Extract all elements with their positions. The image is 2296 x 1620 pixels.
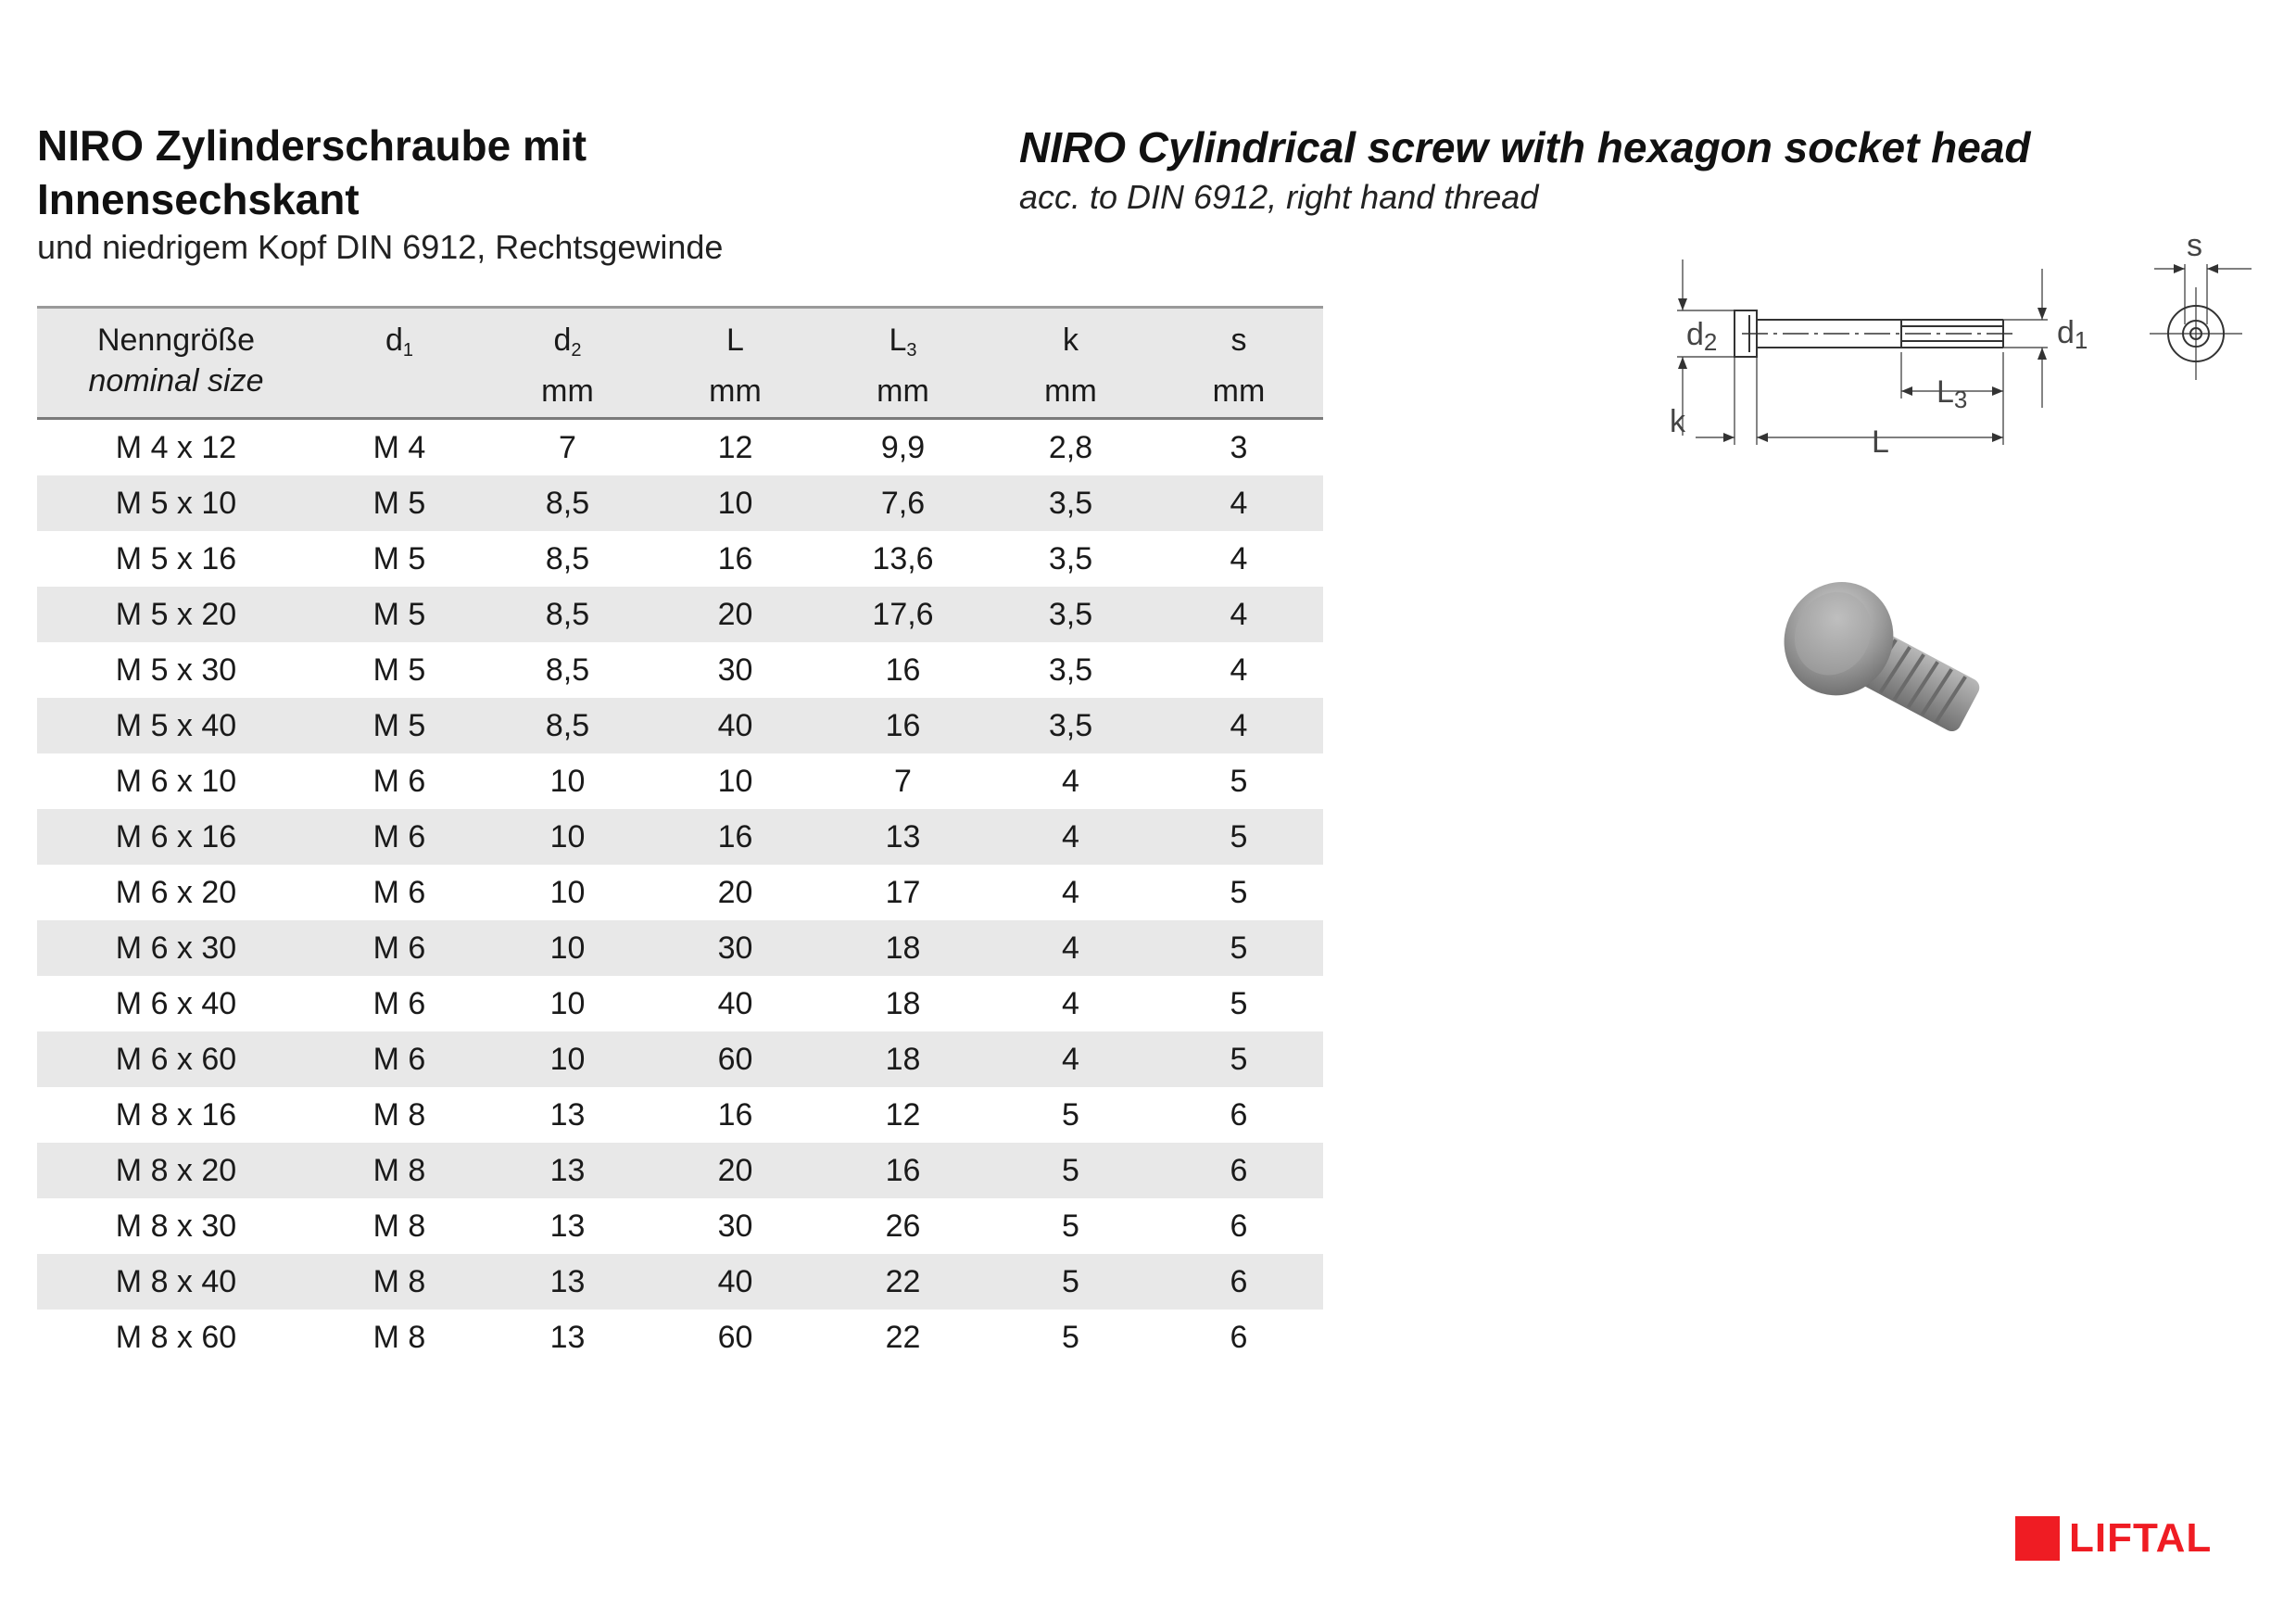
- cell-k: 4: [1062, 763, 1079, 799]
- header-k: k mm: [987, 308, 1154, 419]
- table-row: [37, 1143, 1323, 1198]
- cell-L3: 16: [885, 652, 921, 688]
- table-header: [37, 308, 1323, 419]
- cell-L: 20: [651, 1143, 819, 1198]
- cell-L: 10: [651, 475, 819, 531]
- cell-d2: 8,5: [484, 587, 651, 642]
- table-row: [37, 976, 1323, 1031]
- table-row: [37, 1254, 1323, 1310]
- cell-L3: 26: [885, 1208, 921, 1244]
- cell-L3: 7,6: [819, 475, 987, 531]
- cell-k: 5: [987, 1254, 1154, 1310]
- cell-d1: M 6: [372, 985, 426, 1021]
- cell-L: 20: [717, 874, 753, 910]
- cell-k: 4: [987, 809, 1154, 865]
- cell-d1: M 8: [315, 1254, 484, 1310]
- cell-L3: 18: [819, 920, 987, 976]
- cell-s: 4: [1154, 475, 1323, 531]
- cell-d1: M 5: [315, 698, 484, 753]
- cell-L3: 17,6: [819, 587, 987, 642]
- cell-nominal-size: M 6 x 20: [115, 874, 237, 910]
- cell-d1: M 8: [372, 1208, 426, 1244]
- english-subtitle: acc. to DIN 6912, right hand thread: [1019, 178, 1539, 216]
- cell-L3: 12: [885, 1096, 921, 1133]
- table-row: [37, 809, 1323, 865]
- cell-d2: 10: [549, 763, 586, 799]
- table-row: [37, 920, 1323, 976]
- cell-k: 4: [987, 1031, 1154, 1087]
- cell-k: 3,5: [987, 475, 1154, 531]
- logo-text: LIFTAL: [2069, 1515, 2213, 1561]
- table-row: [37, 531, 1323, 587]
- liftal-logo: [2015, 1515, 2212, 1562]
- table-row: [37, 698, 1323, 753]
- cell-d2: 13: [484, 1254, 651, 1310]
- cell-d1: M 5: [315, 587, 484, 642]
- screw-dimension-drawing: [1649, 222, 2279, 463]
- cell-L3: 7: [894, 763, 912, 799]
- cell-d1: M 6: [315, 1031, 484, 1087]
- cell-d2: 10: [549, 985, 586, 1021]
- cell-s: 4: [1230, 540, 1248, 576]
- cell-d2: 8,5: [484, 698, 651, 753]
- cell-L3: 13: [819, 809, 987, 865]
- cell-k: 4: [987, 920, 1154, 976]
- cell-d2: 7: [559, 429, 576, 465]
- header-d1: $d_1$: [315, 308, 484, 419]
- cell-s: 6: [1154, 1143, 1323, 1198]
- cell-nominal-size: M 5 x 16: [115, 540, 237, 576]
- cell-L: 10: [717, 763, 753, 799]
- cell-k: 3,5: [987, 587, 1154, 642]
- header-L3: $L_3$ mm: [819, 308, 987, 419]
- table-row: [37, 1087, 1323, 1143]
- cell-s: 5: [1230, 874, 1248, 910]
- cell-d1: M 5: [372, 652, 426, 688]
- screw-product-photo: [1723, 524, 2038, 792]
- cell-s: 3: [1230, 429, 1248, 465]
- cell-nominal-size: M 8 x 30: [115, 1208, 237, 1244]
- label-L3: L3: [1936, 374, 1968, 413]
- cell-d1: M 6: [315, 920, 484, 976]
- cell-k: 5: [987, 1143, 1154, 1198]
- cell-d1: M 8: [372, 1319, 426, 1355]
- cell-L: 40: [651, 1254, 819, 1310]
- german-subtitle: und niedrigem Kopf DIN 6912, Rechtsgewinde: [37, 228, 724, 266]
- label-d2: d2: [1686, 317, 1718, 356]
- table-row: [37, 865, 1323, 920]
- label-L: L: [1872, 424, 1889, 460]
- cell-nominal-size: M 8 x 40: [37, 1254, 315, 1310]
- table-row: [37, 419, 1323, 476]
- cell-L3: 13,6: [872, 540, 934, 576]
- cell-nominal-size: M 4 x 12: [115, 429, 237, 465]
- table-row: [37, 475, 1323, 531]
- cell-s: 4: [1154, 587, 1323, 642]
- cell-d1: M 8: [315, 1143, 484, 1198]
- cell-s: 4: [1154, 698, 1323, 753]
- cell-L: 30: [717, 1208, 753, 1244]
- cell-L: 30: [651, 920, 819, 976]
- cell-L: 40: [717, 985, 753, 1021]
- cell-d2: 13: [549, 1319, 586, 1355]
- header-d2: $d_2$ mm: [484, 308, 651, 419]
- cell-L: 12: [717, 429, 753, 465]
- table-row: [37, 1198, 1323, 1254]
- cell-nominal-size: M 6 x 16: [37, 809, 315, 865]
- cell-k: 5: [1062, 1319, 1079, 1355]
- cell-d1: M 5: [372, 540, 426, 576]
- cell-s: 6: [1230, 1096, 1248, 1133]
- cell-k: 4: [1062, 985, 1079, 1021]
- label-k: k: [1670, 404, 1685, 439]
- cell-k: 3,5: [1048, 652, 1093, 688]
- table-row: [37, 587, 1323, 642]
- cell-k: 3,5: [1048, 540, 1093, 576]
- cell-nominal-size: M 5 x 20: [37, 587, 315, 642]
- cell-s: 5: [1230, 985, 1248, 1021]
- cell-d2: 8,5: [545, 652, 590, 688]
- cell-L: 30: [717, 652, 753, 688]
- cell-L3: 22: [885, 1319, 921, 1355]
- cell-s: 6: [1230, 1319, 1248, 1355]
- cell-d1: M 6: [372, 763, 426, 799]
- cell-d1: M 4: [372, 429, 426, 465]
- cell-L: 60: [651, 1031, 819, 1087]
- cell-nominal-size: M 8 x 20: [37, 1143, 315, 1198]
- cell-k: 4: [1062, 874, 1079, 910]
- cell-L: 16: [651, 809, 819, 865]
- cell-nominal-size: M 5 x 40: [37, 698, 315, 753]
- cell-d2: 10: [484, 809, 651, 865]
- cell-L: 16: [717, 540, 753, 576]
- cell-d1: M 6: [372, 874, 426, 910]
- english-title: NIRO Cylindrical screw with hexagon socket head: [1019, 123, 2031, 171]
- cell-L3: 18: [885, 985, 921, 1021]
- cell-nominal-size: M 6 x 40: [115, 985, 237, 1021]
- cell-d2: 10: [484, 1031, 651, 1087]
- cell-nominal-size: M 5 x 30: [115, 652, 237, 688]
- cell-L: 40: [651, 698, 819, 753]
- cell-L3: 22: [819, 1254, 987, 1310]
- cell-L: 20: [651, 587, 819, 642]
- label-d1: d1: [2057, 315, 2088, 354]
- cell-L3: 16: [819, 1143, 987, 1198]
- cell-s: 5: [1154, 1031, 1323, 1087]
- cell-nominal-size: M 6 x 60: [37, 1031, 315, 1087]
- cell-L3: 9,9: [880, 429, 926, 465]
- cell-s: 6: [1154, 1254, 1323, 1310]
- cell-k: 2,8: [1048, 429, 1093, 465]
- cell-d1: M 6: [315, 809, 484, 865]
- header-s: s mm: [1154, 308, 1323, 419]
- cell-d2: 8,5: [545, 540, 590, 576]
- table-row: [37, 753, 1323, 809]
- header-L: L mm: [651, 308, 819, 419]
- cell-nominal-size: M 8 x 60: [115, 1319, 237, 1355]
- cell-s: 5: [1154, 809, 1323, 865]
- german-title: NIRO Zylinderschraube mit Innensechskant: [37, 121, 587, 223]
- cell-s: 5: [1230, 763, 1248, 799]
- cell-k: 3,5: [987, 698, 1154, 753]
- cell-nominal-size: M 6 x 30: [37, 920, 315, 976]
- cell-L: 60: [717, 1319, 753, 1355]
- cell-d2: 13: [549, 1208, 586, 1244]
- cell-nominal-size: M 6 x 10: [115, 763, 237, 799]
- logo-square-icon: [2015, 1516, 2060, 1561]
- cell-L3: 17: [885, 874, 921, 910]
- screw-spec-table: [37, 306, 1323, 1365]
- cell-d2: 13: [484, 1143, 651, 1198]
- cell-k: 5: [1062, 1208, 1079, 1244]
- cell-d2: 13: [549, 1096, 586, 1133]
- cell-s: 4: [1230, 652, 1248, 688]
- cell-d2: 10: [484, 920, 651, 976]
- cell-k: 5: [1062, 1096, 1079, 1133]
- table-body: [37, 419, 1323, 1366]
- cell-d2: 8,5: [484, 475, 651, 531]
- label-s: s: [2187, 228, 2202, 263]
- cell-L: 16: [717, 1096, 753, 1133]
- cell-nominal-size: M 5 x 10: [37, 475, 315, 531]
- cell-d1: M 8: [372, 1096, 426, 1133]
- cell-d2: 10: [549, 874, 586, 910]
- table-row: [37, 1310, 1323, 1365]
- cell-s: 5: [1154, 920, 1323, 976]
- table-row: [37, 1031, 1323, 1087]
- header-nominal-size: Nenngröße nominal size: [37, 308, 315, 419]
- cell-nominal-size: M 8 x 16: [115, 1096, 237, 1133]
- cell-L3: 16: [819, 698, 987, 753]
- cell-d1: M 5: [315, 475, 484, 531]
- cell-s: 6: [1230, 1208, 1248, 1244]
- table-row: [37, 642, 1323, 698]
- cell-L3: 18: [819, 1031, 987, 1087]
